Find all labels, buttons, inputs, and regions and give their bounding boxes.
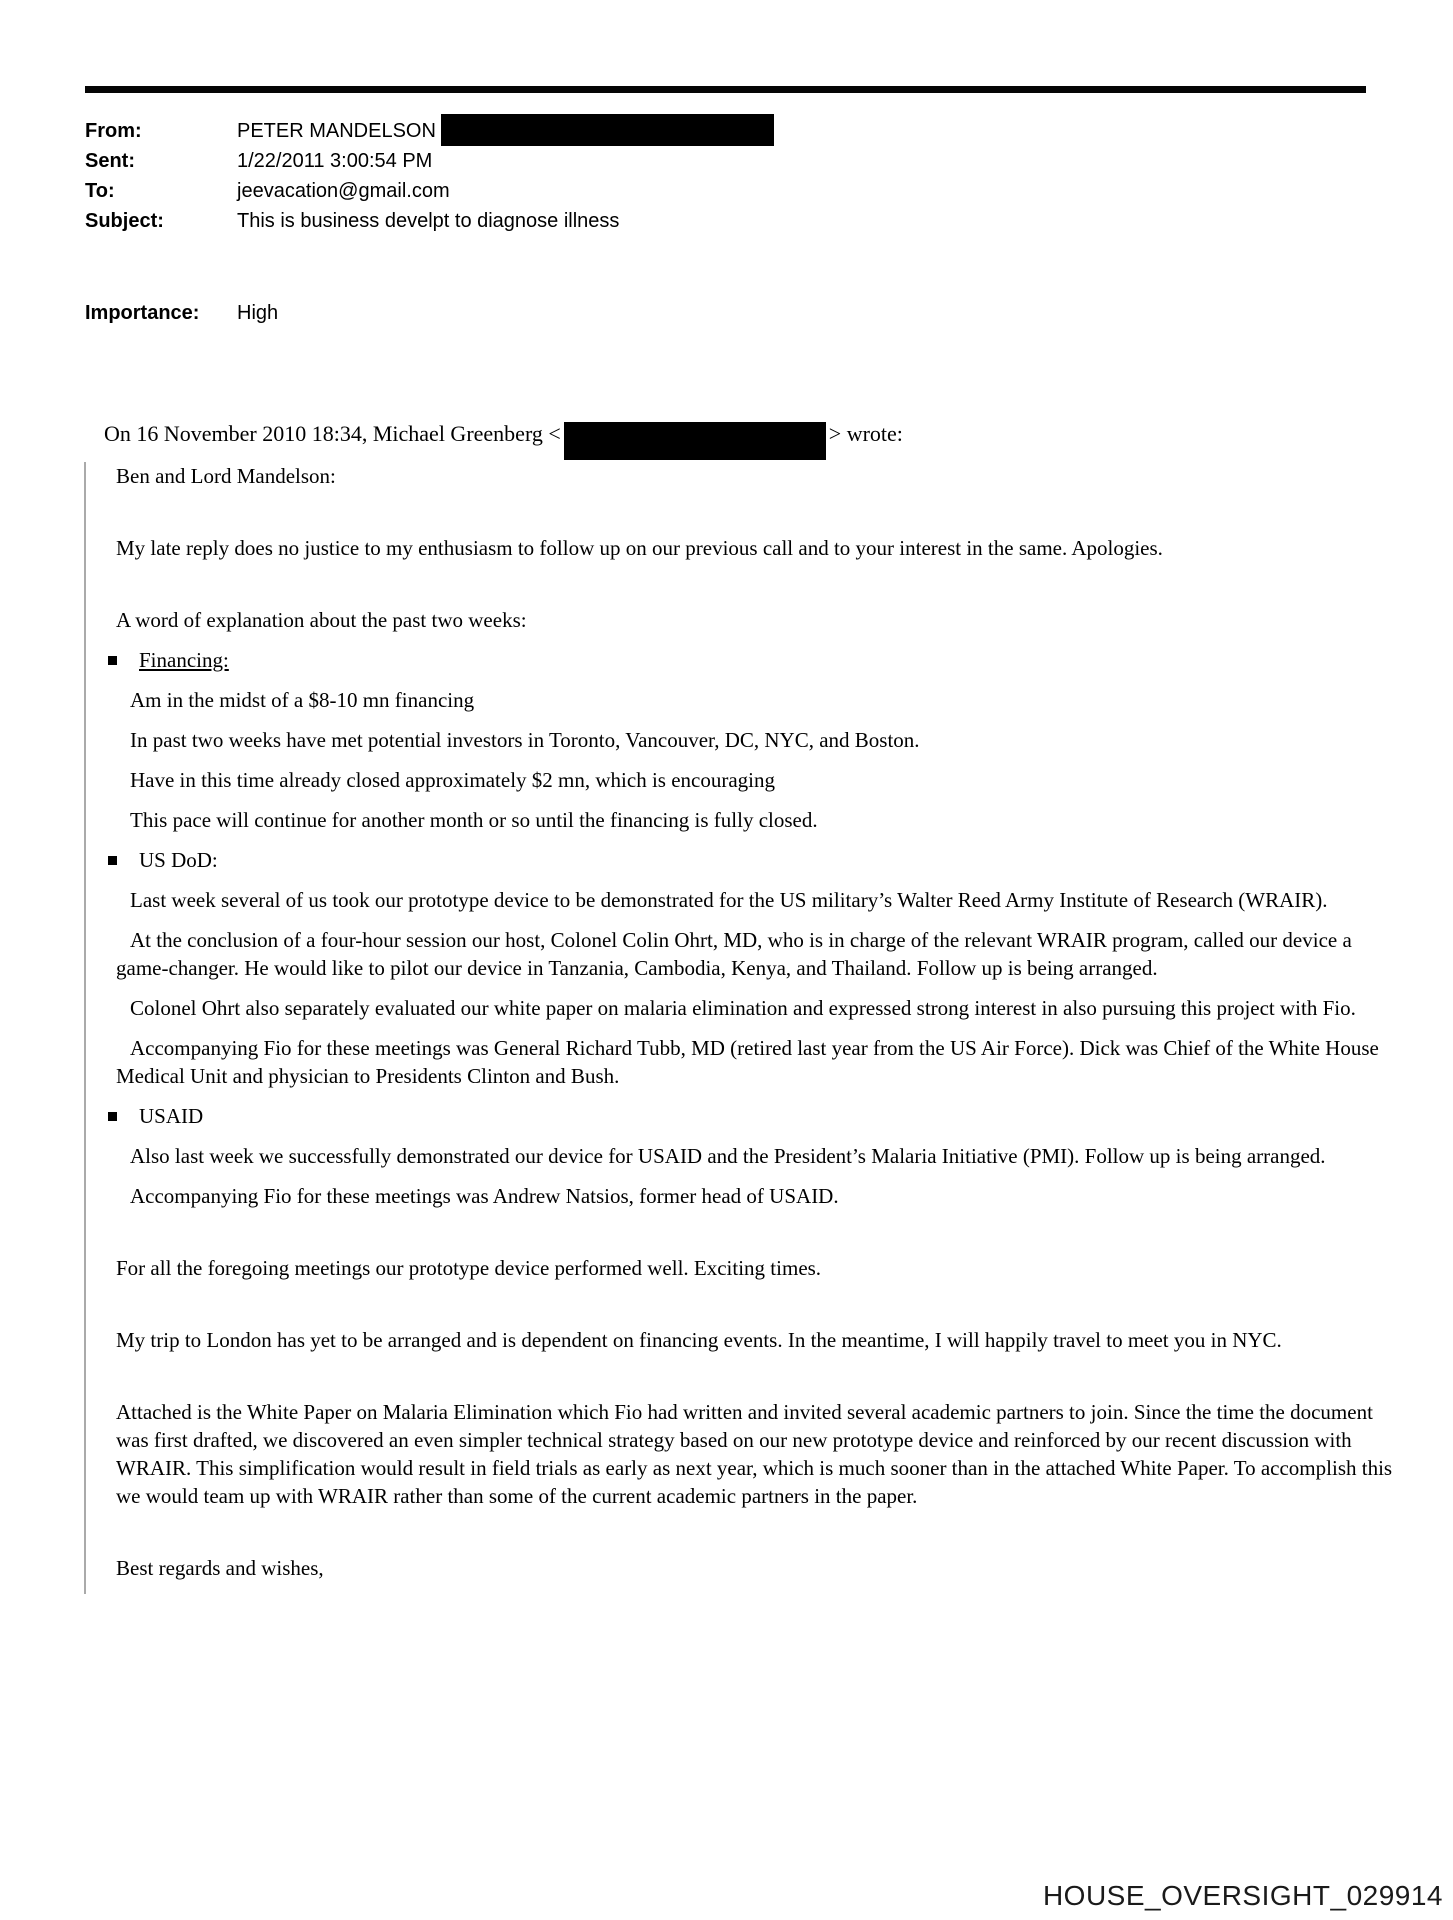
body-paragraph: Accompanying Fio for these meetings was Andrew Natsios, former head of USAID.	[130, 1184, 839, 1208]
body-paragraph: My late reply does no justice to my enthusiasm to follow up on our previous call and to your interest in the same. Apologies.	[116, 536, 1163, 560]
body-paragraph: Colonel Ohrt also separately evaluated our white paper on malaria elimination and expressed strong interest in also pursuing this project with Fio.	[130, 996, 1356, 1020]
bullet-label: Financing:	[139, 648, 229, 672]
quoted-email-body	[84, 462, 1396, 1594]
bullet-square-icon	[108, 856, 117, 865]
field-value-subject: This is business develpt to diagnose illness	[237, 210, 620, 232]
body-paragraph: Last week several of us took our prototype device to be demonstrated for the US military’s Walter Reed Army Institute of Research (WRAIR).	[130, 888, 1328, 912]
body-paragraph: Attached is the White Paper on Malaria Elimination which Fio had written and invited several academic partners to join. Since the time the document was first drafted, we discovered an even simpler technical strategy based on our new prototype device and reinforced by our recent discussion with WRAIR. This simplification would result in field trials as early as next year, which is much sooner than in the attached White Paper. To accomplish this we would team up with WRAIR rather than some of the current academic partners in the paper.	[116, 1400, 1393, 1508]
bullet-item-financing	[108, 646, 1396, 674]
field-label-importance: Importance:	[85, 302, 200, 324]
body-paragraph-signoff: Best regards and wishes,	[116, 1556, 324, 1580]
body-paragraph: For all the foregoing meetings our prototype device performed well. Exciting times.	[116, 1256, 822, 1280]
bullet-label: USAID	[139, 1104, 204, 1128]
redaction-bar-sender-email	[441, 114, 774, 146]
header-field-subject	[85, 206, 774, 236]
body-paragraph: In past two weeks have met potential investors in Toronto, Vancouver, DC, NYC, and Boston.	[130, 728, 920, 752]
field-label-subject: Subject:	[85, 210, 164, 232]
bullet-square-icon	[108, 1112, 117, 1121]
field-value-to: jeevacation@gmail.com	[237, 180, 450, 202]
bullet-square-icon	[108, 656, 117, 665]
redaction-bar-quoted-email	[564, 422, 826, 460]
body-paragraph: Have in this time already closed approximately $2 mn, which is encouraging	[130, 768, 775, 792]
bullet-item-us-dod	[108, 846, 1396, 874]
bates-number: HOUSE_OVERSIGHT_029914	[1042, 1880, 1443, 1911]
body-paragraph: Accompanying Fio for these meetings was General Richard Tubb, MD (retired last year from the US Air Force). Dick was Chief of the White House Medical Unit and physician to Presidents Clinton and Bush.	[116, 1036, 1379, 1088]
quote-attribution	[104, 414, 903, 454]
field-value-sent: 1/22/2011 3:00:54 PM	[237, 150, 433, 172]
body-paragraph: My trip to London has yet to be arranged and is dependent on financing events. In the meantime, I will happily travel to meet you in NYC.	[116, 1328, 1282, 1352]
body-paragraph: Am in the midst of a $8-10 mn financing	[130, 688, 475, 712]
field-value-from	[237, 116, 774, 146]
header-field-to	[85, 176, 774, 206]
email-header	[85, 116, 774, 236]
body-paragraph: Also last week we successfully demonstrated our device for USAID and the President’s Malaria Initiative (PMI). Follow up is being arranged.	[130, 1144, 1326, 1168]
bullet-label: US DoD:	[139, 848, 218, 872]
field-label-sent: Sent:	[85, 150, 135, 172]
field-label-to: To:	[85, 180, 115, 202]
header-field-sent	[85, 146, 774, 176]
header-field-from	[85, 116, 774, 146]
field-value-importance: High	[237, 302, 279, 324]
body-paragraph: At the conclusion of a four-hour session our host, Colonel Colin Ohrt, MD, who is in charge of the relevant WRAIR program, called our device a game-changer. He would like to pilot our device in Tanzania, Cambodia, Kenya, and Thailand. Follow up is being arranged.	[116, 928, 1352, 980]
header-field-importance	[85, 298, 278, 328]
bullet-item-usaid	[108, 1102, 1396, 1130]
sender-name: PETER MANDELSON	[237, 120, 436, 142]
quote-attribution-suffix: > wrote:	[828, 421, 903, 446]
body-paragraph: A word of explanation about the past two weeks:	[116, 608, 527, 632]
body-paragraph: This pace will continue for another month or so until the financing is fully closed.	[130, 808, 818, 832]
quote-attribution-prefix: On 16 November 2010 18:34, Michael Greenberg <	[104, 421, 561, 446]
body-paragraph-salutation: Ben and Lord Mandelson:	[116, 464, 336, 488]
field-label-from: From:	[85, 120, 142, 142]
top-rule-divider	[85, 86, 1366, 93]
